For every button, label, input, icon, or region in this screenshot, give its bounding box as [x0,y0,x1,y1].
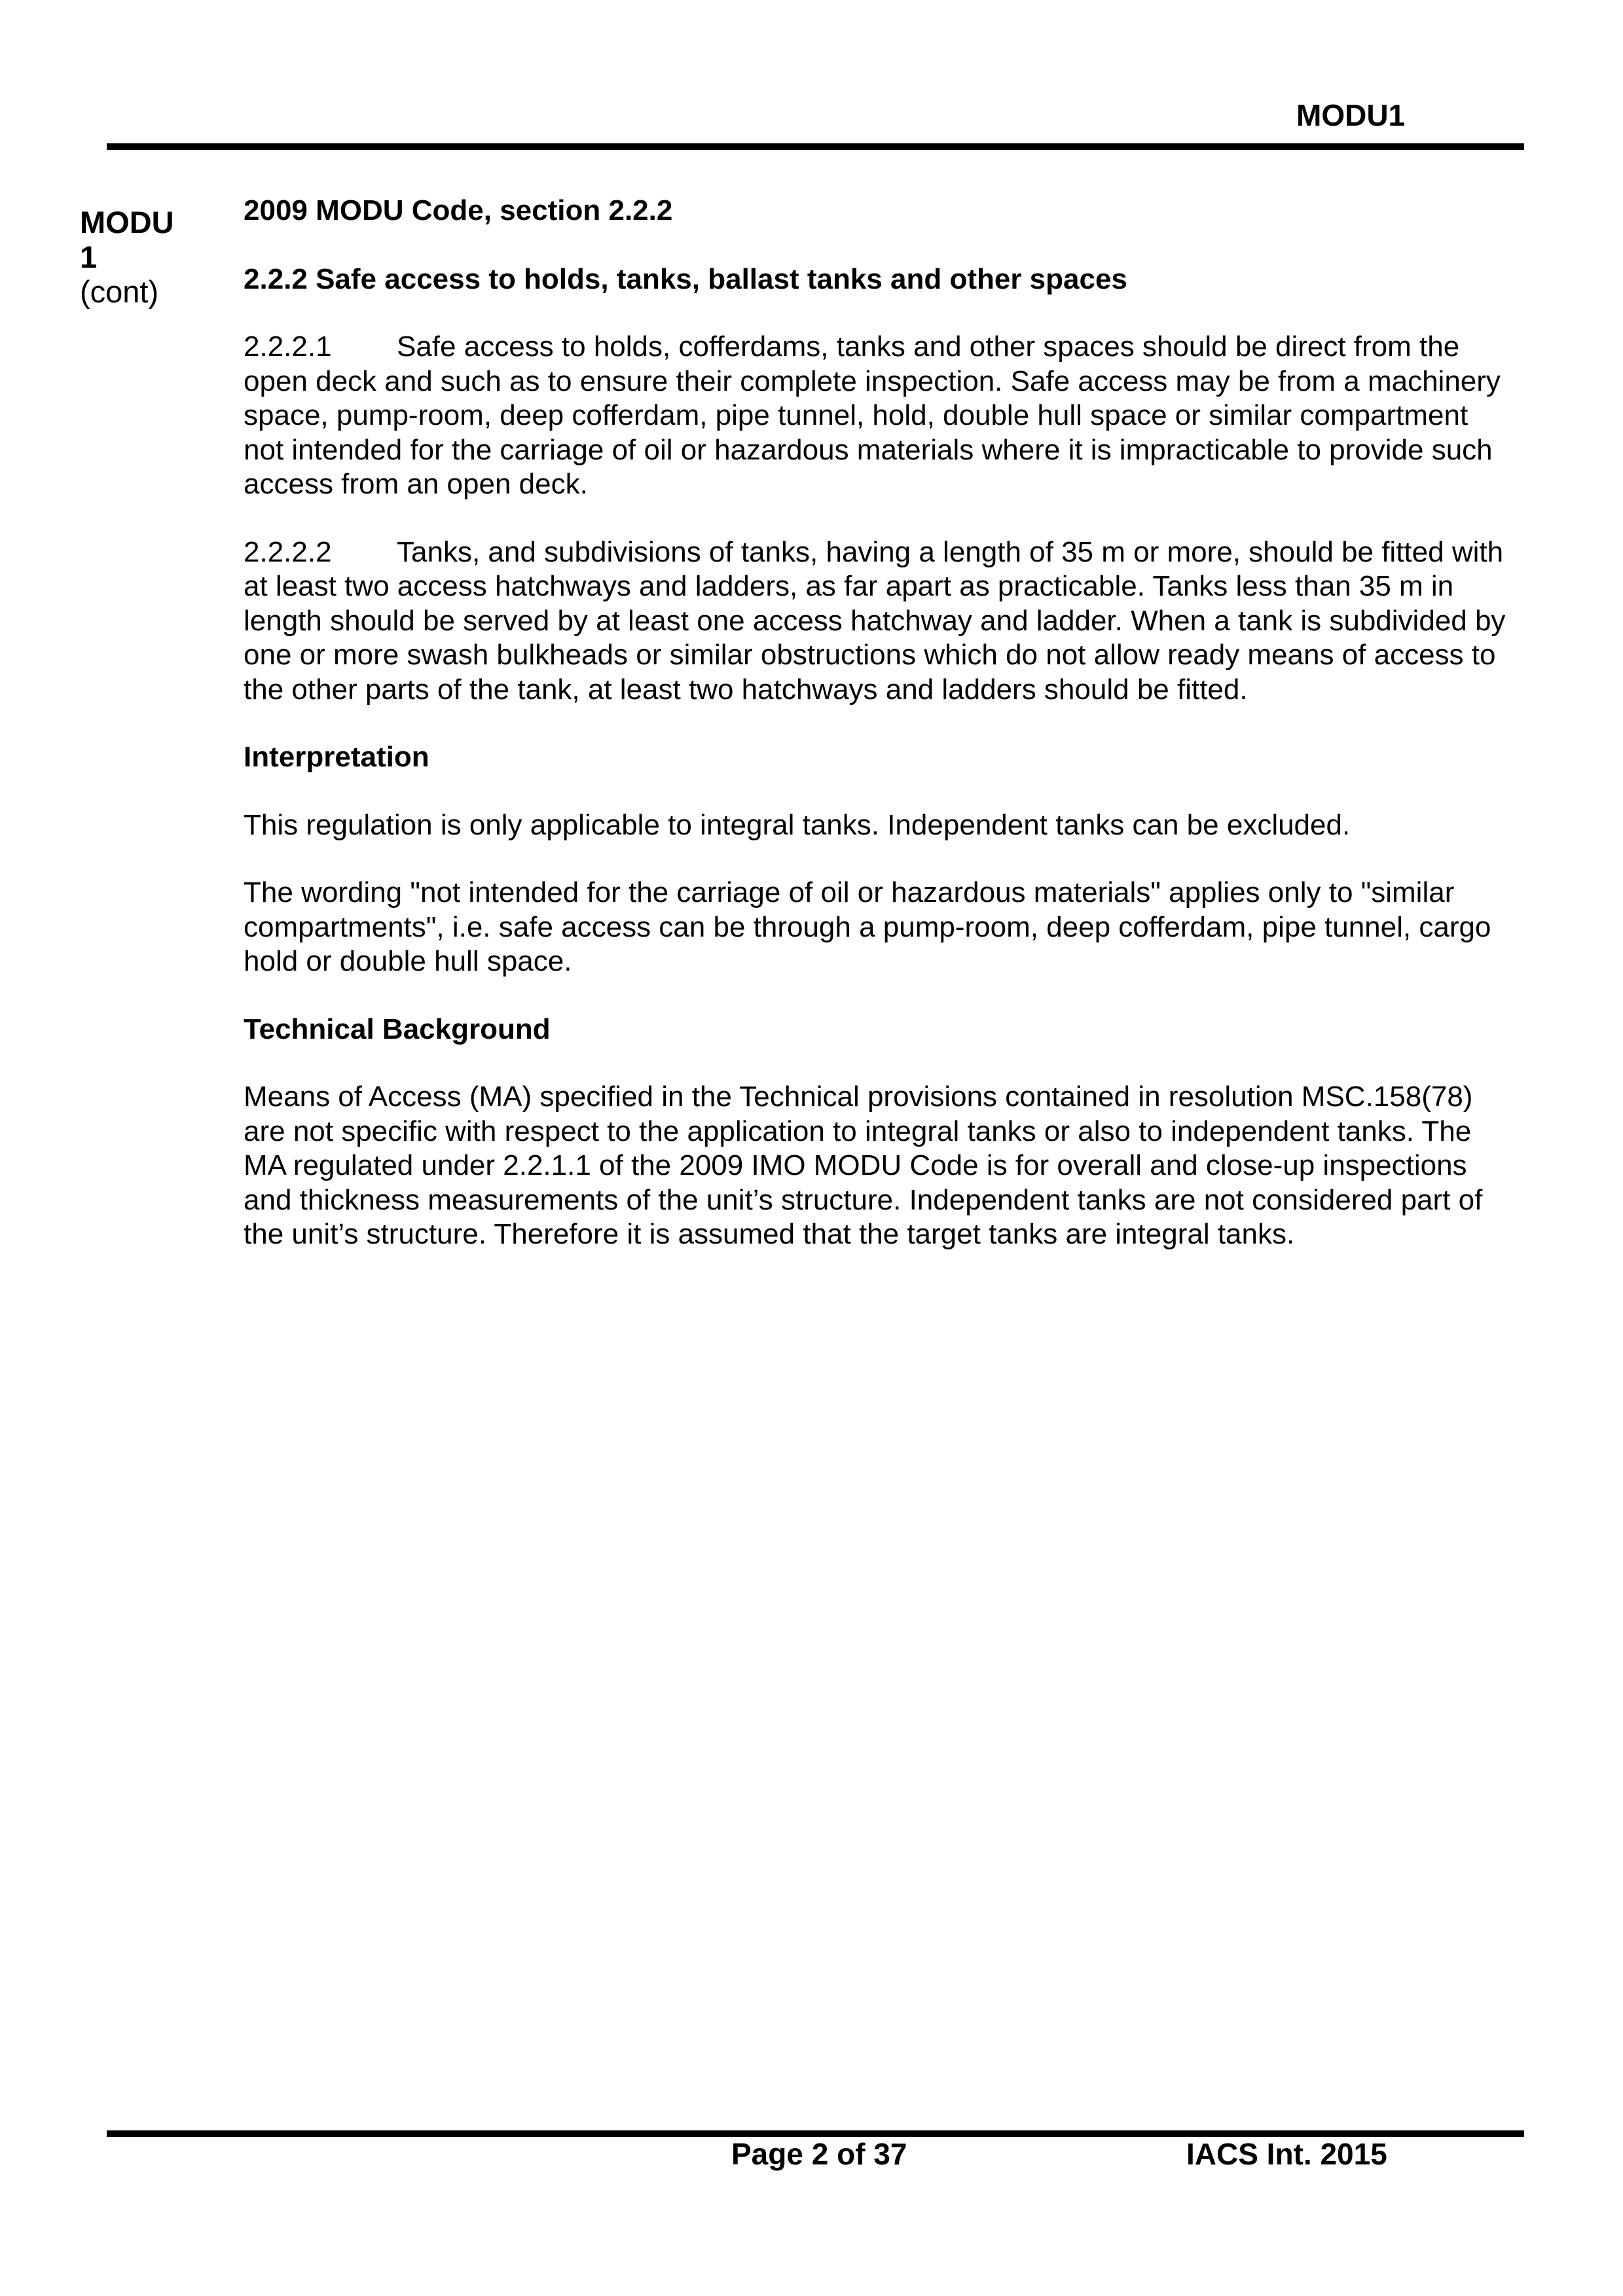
paragraph-2-2-2-2 [244,535,1507,708]
paragraph-number: 2.2.2.1 [244,331,332,363]
source-title: 2009 MODU Code, section 2.2.2 [244,194,673,226]
margin-label [80,205,174,309]
background-heading: Technical Background [244,1013,551,1045]
interpretation-text-2: The wording "not intended for the carriage of oil or hazardous materials" applies only to "similar compartments", i.e. safe access can be through a pump-room, deep cofferdam, pipe tunnel, cargo hold or double hull space. [244,876,1491,977]
document-body [244,194,1507,1252]
interpretation-heading: Interpretation [244,741,429,773]
margin-label-cont: (cont) [80,274,159,309]
paragraph-text: Tanks, and subdivisions of tanks, having a length of 35 m or more, should be fitted with at least two access hatchways and ladders, as far apart as practicable. Tanks less than 35 m in length should be served by at least one access hatchway and ladder. When a tank is subdivided by one or more swash bulkheads or similar obstructions which do not allow ready means of access to the other parts of the tank, at least two hatchways and ladders should be fitted. [244,535,1506,706]
margin-label-number: 1 [80,240,98,274]
footer-reference: IACS Int. 2015 [1186,2137,1387,2171]
interpretation-text-1: This regulation is only applicable to integral tanks. Independent tanks can be excluded. [244,808,1351,841]
footer-rule [107,2130,1524,2137]
page-number: Page 2 of 37 [731,2137,907,2171]
header-code: MODU1 [1296,98,1406,132]
background-text: Means of Access (MA) specified in the Technical provisions contained in resolution MSC.158(78) are not specific with respect to the application to integral tanks or also to independent tanks. The MA regulated under 2.2.1.1 of the 2009 IMO MODU Code is for overall and close-up inspections and thickness measurements of the unit’s structure. Independent tanks are not considered part of the unit’s structure. Therefore it is assumed that the target tanks are integral tanks. [244,1081,1483,1250]
section-title: 2.2.2 Safe access to holds, tanks, ballast tanks and other spaces [244,262,1127,295]
paragraph-2-2-2-1 [244,330,1507,502]
paragraph-number: 2.2.2.2 [244,535,332,568]
header-rule [107,143,1524,150]
margin-label-code: MODU [80,205,174,240]
paragraph-text: Safe access to holds, cofferdams, tanks and other spaces should be direct from the open deck and such as to ensure their complete inspection. Safe access may be from a machinery space, pump-room, deep cofferdam, pipe tunnel, hold, double hull space or similar compartment not intended for the carriage of oil or hazardous materials where it is impracticable to provide such access from an open deck. [244,331,1501,500]
